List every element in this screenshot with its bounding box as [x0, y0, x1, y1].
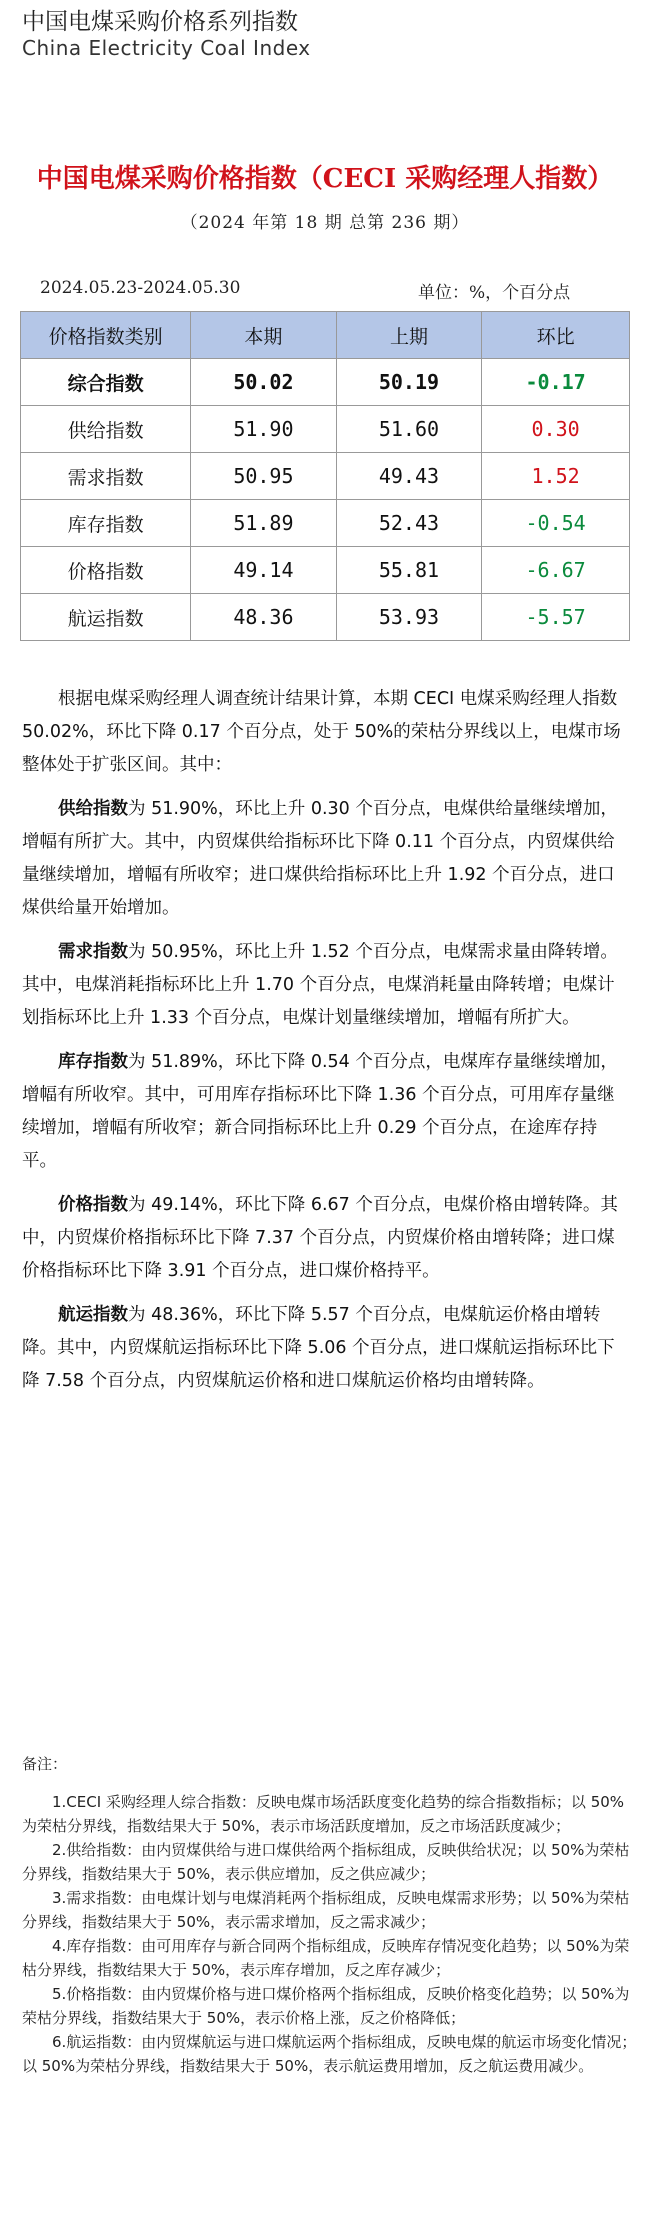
row-change: 1.52 — [482, 453, 630, 500]
col-header-current: 本期 — [191, 312, 337, 359]
paragraph-lead: 航运指数 — [58, 1305, 128, 1325]
table-row-inventory — [21, 500, 630, 547]
paragraph-lead: 供给指数 — [58, 799, 128, 819]
row-change: 0.30 — [482, 406, 630, 453]
row-change: -6.67 — [482, 547, 630, 594]
table-row-supply — [21, 406, 630, 453]
row-previous: 50.19 — [336, 359, 482, 406]
paragraph-supply — [22, 793, 632, 925]
paragraph-summary — [22, 683, 632, 782]
row-current: 51.90 — [191, 406, 337, 453]
header-title-en: China Electricity Coal Index — [22, 36, 311, 60]
row-name: 库存指数 — [21, 500, 191, 547]
row-previous: 51.60 — [336, 406, 482, 453]
report-issue: （2024 年第 18 期 总第 236 期） — [180, 213, 470, 233]
row-current: 50.02 — [191, 359, 337, 406]
notes-section — [22, 1752, 637, 2078]
col-header-category: 价格指数类别 — [21, 312, 191, 359]
note-item: 6.航运指数：由内贸煤航运与进口煤航运两个指标组成，反映电煤的航运市场变化情况；以 50%为荣枯分界线，指数结果大于 50%，表示航运费用增加，反之航运费用减少。 — [22, 2033, 637, 2075]
table-header-row — [21, 312, 630, 359]
row-change: -0.17 — [482, 359, 630, 406]
header-title-cn: 中国电煤采购价格系列指数 — [22, 9, 298, 35]
table-row-price — [21, 547, 630, 594]
row-change: -5.57 — [482, 594, 630, 641]
row-name: 价格指数 — [21, 547, 191, 594]
paragraph-lead: 需求指数 — [58, 942, 128, 962]
row-name: 供给指数 — [21, 406, 191, 453]
note-item: 5.价格指数：由内贸煤价格与进口煤价格两个指标组成，反映价格变化趋势；以 50%为荣枯分界线，指数结果大于 50%，表示价格上涨，反之价格降低； — [22, 1985, 630, 2027]
report-title: 中国电煤采购价格指数（CECI 采购经理人指数） — [36, 164, 614, 194]
report-unit: 单位：%，个百分点 — [418, 283, 571, 303]
table-row-demand — [21, 453, 630, 500]
note-item: 1.CECI 采购经理人综合指数：反映电煤市场活跃度变化趋势的综合指数指标；以 50%为荣枯分界线，指数结果大于 50%，表示市场活跃度增加，反之市场活跃度减少； — [22, 1793, 625, 1835]
paragraph-text: 为 48.36%，环比下降 5.57 个百分点，电煤航运价格由增转降。其中，内贸煤航运指标环比下降 5.06 个百分点，进口煤航运指标环比下降 7.58 个百分点，内贸煤航运价格和进口煤航运价格均由增转降。 — [22, 1305, 615, 1391]
row-previous: 49.43 — [336, 453, 482, 500]
row-previous: 55.81 — [336, 547, 482, 594]
paragraph-text: 根据电煤采购经理人调查统计结果计算，本期 CECI 电煤采购经理人指数 50.02%，环比下降 0.17 个百分点，处于 50%的荣枯分界线以上，电煤市场整体处于扩张区间。其中： — [22, 689, 621, 775]
note-item: 3.需求指数：由电煤计划与电煤消耗两个指标组成，反映电煤需求形势；以 50%为荣枯分界线，指数结果大于 50%，表示需求增加，反之需求减少； — [22, 1889, 630, 1931]
row-name: 需求指数 — [21, 453, 191, 500]
paragraph-text: 为 51.90%，环比上升 0.30 个百分点，电煤供给量继续增加，增幅有所扩大。其中，内贸煤供给指标环比下降 0.11 个百分点，内贸煤供给量继续增加，增幅有所收窄；进口煤供给指标环比上升 1.92 个百分点，进口煤供给量开始增加。 — [22, 799, 618, 918]
row-name: 航运指数 — [21, 594, 191, 641]
row-previous: 52.43 — [336, 500, 482, 547]
analysis-text — [22, 683, 632, 1409]
paragraph-shipping — [22, 1299, 632, 1398]
col-header-change: 环比 — [482, 312, 630, 359]
notes-heading: 备注： — [22, 1755, 68, 1773]
note-item: 4.库存指数：由可用库存与新合同两个指标组成，反映库存情况变化趋势；以 50%为荣枯分界线，指数结果大于 50%，表示库存增加，反之库存减少； — [22, 1937, 630, 1979]
table-row-composite — [21, 359, 630, 406]
paragraph-demand — [22, 936, 632, 1035]
row-change: -0.54 — [482, 500, 630, 547]
paragraph-inventory — [22, 1046, 632, 1178]
paragraph-price — [22, 1189, 632, 1288]
col-header-previous: 上期 — [336, 312, 482, 359]
paragraph-text: 为 51.89%，环比下降 0.54 个百分点，电煤库存量继续增加，增幅有所收窄。其中，可用库存指标环比下降 1.36 个百分点，可用库存量继续增加，增幅有所收窄；新合同指标环比上升 0.29 个百分点，在途库存持平。 — [22, 1052, 618, 1171]
row-current: 48.36 — [191, 594, 337, 641]
report-date-range: 2024.05.23-2024.05.30 — [40, 278, 241, 298]
row-name: 综合指数 — [21, 359, 191, 406]
note-item: 2.供给指数：由内贸煤供给与进口煤供给两个指标组成，反映供给状况；以 50%为荣枯分界线，指数结果大于 50%，表示供应增加，反之供应减少； — [22, 1841, 630, 1883]
row-current: 49.14 — [191, 547, 337, 594]
paragraph-lead: 价格指数 — [58, 1195, 128, 1215]
table-row-shipping — [21, 594, 630, 641]
paragraph-lead: 库存指数 — [58, 1052, 128, 1072]
paragraph-text: 为 50.95%，环比上升 1.52 个百分点，电煤需求量由降转增。其中，电煤消耗指标环比上升 1.70 个百分点，电煤消耗量由降转增；电煤计划指标环比上升 1.33 个百分点，电煤计划量继续增加，增幅有所扩大。 — [22, 942, 618, 1028]
row-previous: 53.93 — [336, 594, 482, 641]
index-table — [20, 311, 630, 641]
row-current: 50.95 — [191, 453, 337, 500]
row-current: 51.89 — [191, 500, 337, 547]
paragraph-text: 为 49.14%，环比下降 6.67 个百分点，电煤价格由增转降。其中，内贸煤价格指标环比下降 7.37 个百分点，内贸煤价格由增转降；进口煤价格指标环比下降 3.91 个百分点，进口煤价格持平。 — [22, 1195, 618, 1281]
